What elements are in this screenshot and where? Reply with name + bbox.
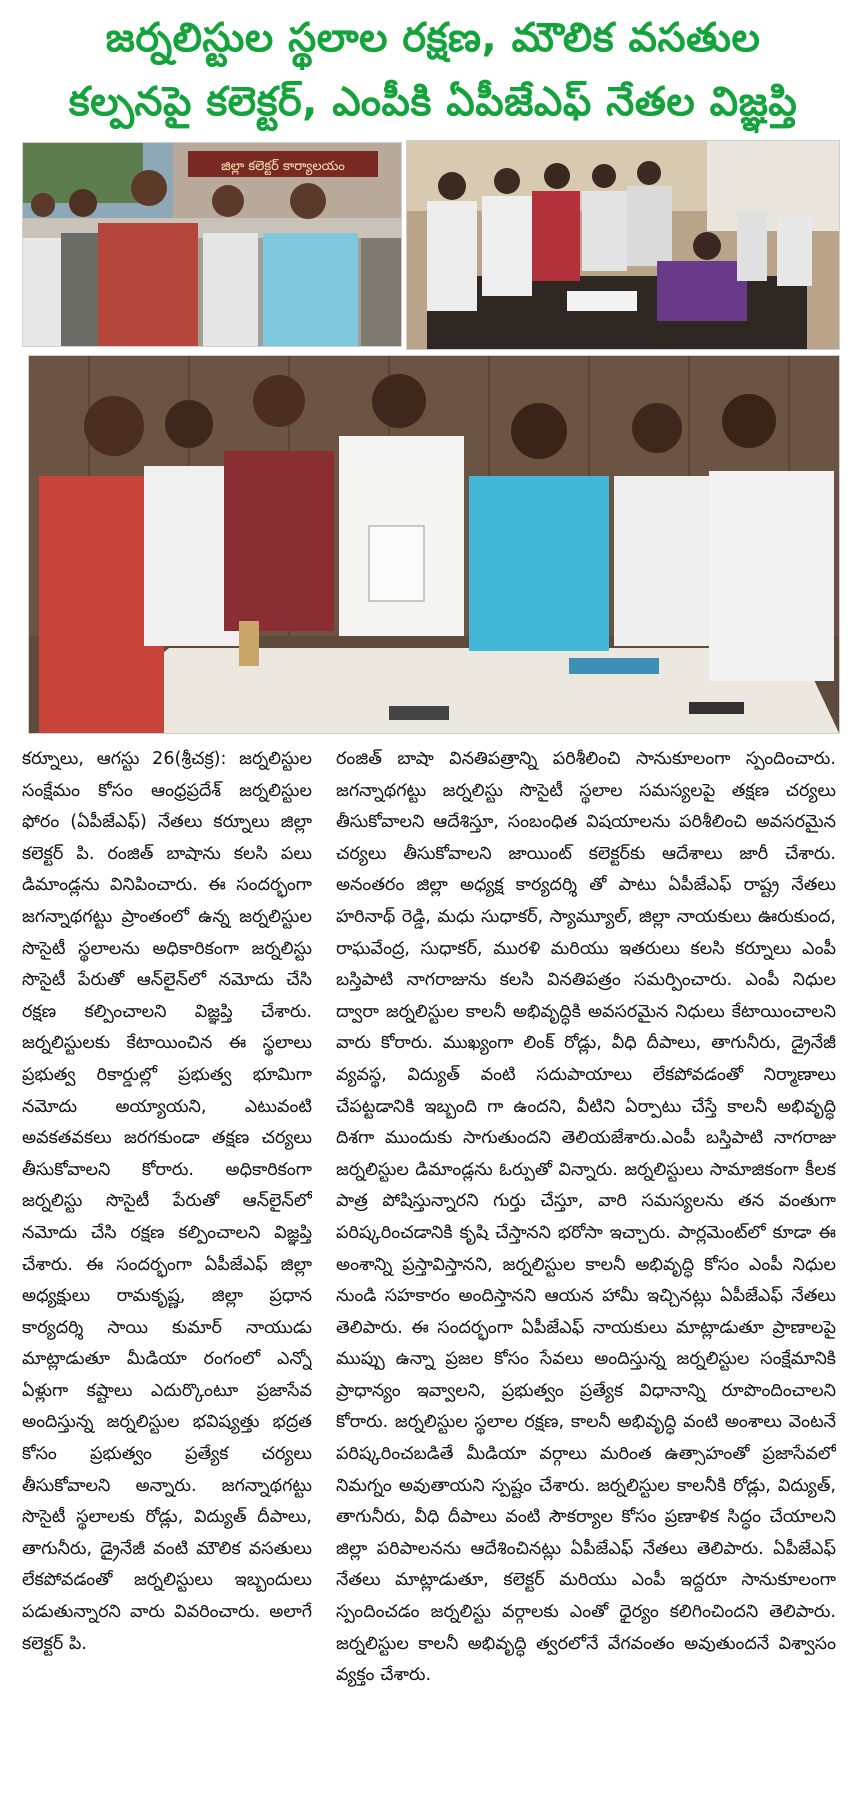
headline-line-2: కల్పనపై కలెక్టర్, ఎంపీకి ఏపీజేఎఫ్ నేతల విజ్ఞప్తి [68, 79, 798, 125]
collectorate-sign: జిల్లా కలెక్టర్ కార్యాలయం [221, 159, 345, 174]
article-right-text: రంజిత్ బాషా వినతిపత్రాన్ని పరిశీలించి సానుకూలంగా స్పందించారు. జగన్నాథగట్టు జర్నలిస్టు సొసైటీ స్థలాల సమస్యలపై తక్షణ చర్యలు తీసుకోవాలని ఆదేశిస్తూ, సంబంధిత విషయాలను పరిశీలించి అవసరమైన చర్యలు తీసుకోవాలని జాయింట్ కలెక్టర్‌కు ఆదేశాలు జారీ చేశారు. అనంతరం జిల్లా అధ్యక్ష కార్యదర్శి తో పాటు ఏపీజేఎఫ్ రాష్ట్ర నేతలు హరినాథ్ రెడ్డి, మధు సుధాకర్, స్యామ్యూల్, జిల్లా నాయకులు ఊరుకుంద, రాఘవేంద్ర, సుధాకర్, మురళి మరియు ఇతరులు కలసి కర్నూలు ఎంపీ బస్తిపాటి నాగరాజును కలసి వినతిపత్రం సమర్పించారు. ఎంపీ నిధుల ద్వారా జర్నలిస్టుల కాలనీ అభివృద్ధికి అవసరమైన నిధులు కేటాయించాలని వారు కోరారు. ముఖ్యంగా లింక్ రోడ్లు, వీధి దీపాలు, తాగునీరు, డ్రైనేజీ వ్యవస్థ, విద్యుత్ వంటి సదుపాయాలు లేకపోవడంతో నిర్మాణాలు చేపట్టడానికి ఇబ్బంది గా ఉందని, వీటిని ఏర్పాటు చేస్తే కాలనీ అభివృద్ధి దిశగా ముందుకు సాగుతుందని తెలియజేశారు.ఎంపీ బస్తిపాటి నాగరాజు జర్నలిస్టుల డిమాండ్లను ఓర్పుతో విన్నారు. జర్నలిస్టులు సామాజికంగా కీలక పాత్ర పోషిస్తున్నారని గుర్తు చేస్తూ, వారి సమస్యలను తన వంతుగా పరిష్కరించడానికి కృషి చేస్తానని భరోసా ఇచ్చారు. పార్లమెంట్‌లో కూడా ఈ అంశాన్ని ప్రస్తావిస్తానని, జర్నలిస్టుల కాలనీ అభివృద్ధి కోసం ఎంపీ నిధుల నుండి సహకారం అందిస్తానని ఆయన హామీ ఇచ్చినట్లు ఏపీజేఎఫ్ నేతలు తెలిపారు. ఈ సందర్భంగా ఏపీజేఎఫ్ నాయకులు మాట్లాడుతూ ప్రాణాలపై ముప్పు ఉన్నా ప్రజల కోసం సేవలు అందిస్తున్న జర్నలిస్టుల సంక్షేమానికి ప్రాధాన్యం ఇవ్వాలని, ప్రభుత్వం ప్రత్యేక విధానాన్ని రూపొందించాలని కోరారు. జర్నలిస్టుల స్థలాల రక్షణ, కాలనీ అభివృద్ధి వంటి అంశాలు వెంటనే పరిష్కరించబడితే మీడియా వర్గాలు మరింత ఉత్సాహంతో ప్రజాసేవలో నిమగ్నం అవుతాయని స్పష్టం చేశారు. జర్నలిస్టుల కాలనీకి రోడ్లు, విద్యుత్, తాగునీరు, వీధి దీపాలు వంటి సౌకర్యాల కోసం ప్రణాళిక సిద్ధం చేయాలని జిల్లా పరిపాలనను ఆదేశించినట్లు ఏపీజేఎఫ్ నేతలు తెలిపారు. ఏపీజేఎఫ్ నేతలు మాట్లాడుతూ, కలెక్టర్ మరియు ఎంపీ ఇద్దరూ సానుకూలంగా స్పందించడం జర్నలిస్టు వర్గాలకు ఎంతో ధైర్యం కలిగించిందని తెలిపారు. జర్నలిస్టుల కాలనీ అభివృద్ధి త్వరలోనే వేగవంతం అవుతుందనే విశ్వాసం వ్యక్తం చేశారు. [336, 749, 836, 1686]
photo-meeting-table [406, 140, 840, 350]
article-left-text: కర్నూలు, ఆగస్టు 26(శ్రీచక్ర): జర్నలిస్టుల సంక్షేమం కోసం ఆంధ్రప్రదేశ్ జర్నలిస్టుల ఫోరం (ఏపీజేఎఫ్) నేతలు కర్నూలు జిల్లా కలెక్టర్ పి. రంజిత్ బాషాను కలసి పలు డిమాండ్లను వినిపించారు. ఈ సందర్భంగా జగన్నాథగట్టు ప్రాంతంలో ఉన్న జర్నలిస్టుల సొసైటీ స్థలాలను అధికారికంగా జర్నలిస్టు సొసైటీ పేరుతో ఆన్‌లైన్‌లో నమోదు చేసి రక్షణ కల్పించాలని విజ్ఞప్తి చేశారు. జర్నలిస్టులకు కేటాయించిన ఈ స్థలాలు ప్రభుత్వ రికార్డుల్లో ప్రభుత్వ భూమిగా నమోదు అయ్యాయని, ఎటువంటి అవకతవకలు జరగకుండా తక్షణ చర్యలు తీసుకోవాలని కోరారు. అధికారికంగా జర్నలిస్టు సొసైటీ పేరుతో ఆన్‌లైన్‌లో నమోదు చేసి రక్షణ కల్పించాలని విజ్ఞప్తి చేశారు. ఈ సందర్భంగా ఏపీజేఎఫ్ జిల్లా అధ్యక్షులు రామకృష్ణ, జిల్లా ప్రధాన కార్యదర్శి సాయి కుమార్ నాయుడు మాట్లాడుతూ మీడియా రంగంలో ఎన్నో ఏళ్లుగా కష్టాలు ఎదుర్కొంటూ ప్రజాసేవ అందిస్తున్న జర్నలిస్టుల భవిష్యత్తు భద్రత కోసం ప్రభుత్వం ప్రత్యేక చర్యలు తీసుకోవాలని అన్నారు. జగన్నాథగట్టు సొసైటీ స్థలాలకు రోడ్లు, విద్యుత్ దీపాలు, తాగునీరు, డ్రైనేజీ వంటి మౌలిక వసతులు లేకపోవడంతో జర్నలిస్టులు ఇబ్బందులు పడుతున్నారని వారు వివరించారు. అలాగే కలెక్టర్ పి. [22, 749, 312, 1654]
photo-outside-collectorate [22, 142, 402, 347]
headline-line-1: జర్నలిస్టుల స్థలాల రక్షణ, మౌలిక వసతుల [105, 15, 761, 61]
article-column-right [336, 744, 836, 1768]
photo-memorandum-handover [28, 355, 840, 734]
article-column-left [22, 744, 312, 1768]
headline [20, 6, 846, 134]
